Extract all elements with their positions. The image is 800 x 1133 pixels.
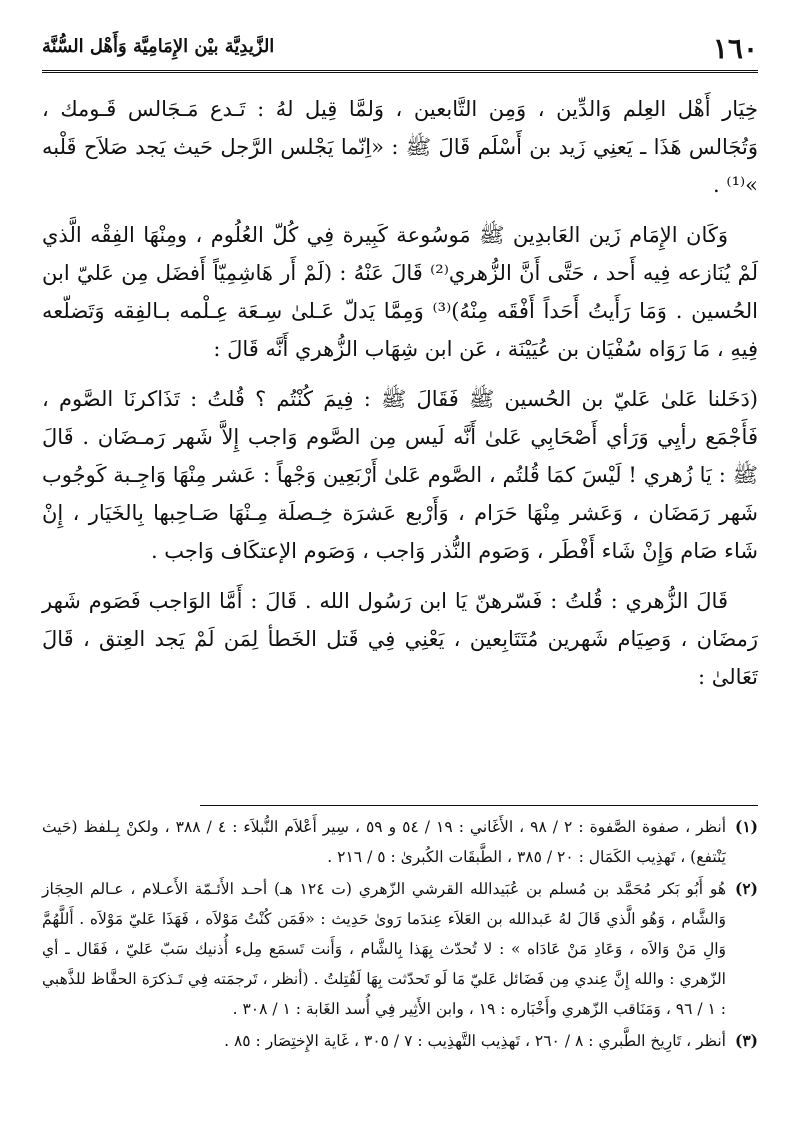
footnote-text: أنظر ، تَارِيخ الطَّبري : ٨ / ٢٦٠ ، تَهذِيب التَّهذِيب : ٧ / ٣٠٥ ، غَاية الإِختِصَار : ٨٥ . [224, 1032, 726, 1050]
running-title: الزَّيدِيَّة بيْن الإِمَامِيَّة وَأَهْل السُّنَّة [42, 36, 275, 57]
footnotes [42, 812, 758, 1058]
footnote-number: (١) [734, 817, 758, 836]
page-header [42, 18, 758, 74]
paragraph: قَالَ الزُّهري : قُلتُ : فَسّرهنّ يَا ابن رَسُول الله . قَالَ : أَمَّا الوَاجب فَصَوم شَهر رَمضَان ، وَصِيَام شَهرين مُتَتَابِعين ، يَعْنِي فِي قَتل الخَطأ لِمَن لَمْ يَجد العِتق ، قَالَ تَعَالىٰ : [42, 589, 758, 689]
paragraph: وَكَان الإِمَام زَين العَابدِين ﷺ مَوسُوعة كَبِيرة فِي كُلّ العُلُوم ، ومِنْهَا الفِقْه الَّذي لَمْ يُنَازعه فِيه أَحد ، حَتَّى أَنَّ الزُّهري⁽²⁾ قَالَ عَنْهُ : (لَمْ أَر هَاشِمِيّاً أَفضَل مِن عَليّ ابن الحُسين . وَمَا رَأَيتُ أَحَداً أَفْقَه مِنْهُ)⁽³⁾ وَمِمَّا يَدلّ عَـلىٰ سِـعَة عِـلْمه بـالفِقه وَتَضلّعه فِيهِ ، مَا رَوَاه سُفْيَان بن عُيَيْنَة ، عَن ابن شِهَاب الزُّهري أَنَّه قَالَ : [42, 223, 758, 361]
footnote [42, 1026, 758, 1056]
footnote-number: (٢) [734, 879, 758, 898]
footnote-text: أنظر ، صفوة الصَّفوة : ٢ / ٩٨ ، الأَغَاني : ١٩ / ٥٤ و ٥٩ ، سِير أَعْلاَم النُّبلاَء : ٤ / ٣٨٨ ، ولكنْ بِـلفظ (حَيث يَنْتفع) ، تَهذِيب الكَمَال : ٢٠ / ٣٨٥ ، الطَّبقَات الكُبرىٰ : ٥ / ٢١٦ . [42, 818, 727, 866]
footnote-number: (٣) [734, 1031, 758, 1050]
paragraph: (دَخَلنا عَلىٰ عَليّ بن الحُسين ﷺ فَقَالَ ﷺ : فِيمَ كُنْتُم ؟ قُلتُ : تَذَاكرنَا الصَّوم ، فَأَجْمَع رأيِي وَرَأي أَصْحَابِي عَلىٰ أَنَّه لَيس مِن الصَّوم وَاجب إِلاَّ شَهر رَمـضَان . قَالَ ﷺ : يَا زُهري ! لَيْسَ كمَا قُلتُم ، الصَّوم عَلىٰ أَرْبَعِين وَجْهاً : عَشر مِنْهَا وَاجِـبة كَوجُوب شَهر رَمَضَان ، وَعَشر مِنْهَا حَرَام ، وَأَرْبع عَشرَة خِـصلَة مِـنْهَا صَـاحِبها بِالخَيَار ، إِنْ شَاء صَام وَإِنْ شَاء أَفْطَر ، وَصَوم النُّذر وَاجب ، وَصَوم الإعتكَاف وَاجب . [42, 387, 758, 563]
footnote-rule [200, 805, 758, 806]
paragraph: خِيَار أَهْل العِلم وَالدِّين ، وَمِن التَّابعين ، وَلمَّا قِيل لهُ : تَـدع مَـجَالس قَـومك ، وَتُجَالس هَذَا ـ يَعنِي زَيد بن أَسْلَم قَالَ ﷺ : «اِنّما يَجْلس الرَّجل حَيث يَجد صَلاَح قَلْبه »⁽¹⁾ . [42, 97, 758, 197]
footnote [42, 812, 758, 872]
main-text [42, 90, 758, 708]
header-rule [42, 70, 758, 73]
page-number: ١٦٠ [712, 32, 758, 65]
footnote [42, 874, 758, 1024]
footnote-text: هُو أَبُو بَكر مُحَمَّد بن مُسلم بن عُبَيدالله القرشي الزّهري (ت ١٢٤ هـ) أحـد الأَئـمّة الأَعـلام ، عـالم الحِجَاز وَالشَّام ، وَهُو الَّذي قَالَ لهُ عَبدالله بن العَلاَء عِندَما رَوىٰ حَدِيث : «فَمَن كُنْتُ مَوْلاَه ، فَهَذَا عَليّ مَوْلاَه . أَللَّهُمَّ وَالِ مَنْ وَالاَه ، وَعَادِ مَنْ عَادَاه » : لا تُحدّث بِهَذا بِالشَّام ، وَأَنت تَسمَع مِلء أُذنيك سَبّ عَليّ ، فَقَال ـ أي الزّهري : والله إِنَّ عِندي مِن فَضَائل عَليّ مَا لَو تَحدّثت بِهَا لَقُتِلتُ . (أنظر ، تَرجمَته فِي تَـذكرَة الحفَّاظ للذَّهبي : ١ / ٩٦ ، وَمَنَاقب الزّهري وأَخْبَاره : ١٩ ، وابن الأَثِير فِي أُسد الغَابة : ١ / ٣٠٨ . [42, 880, 727, 1018]
